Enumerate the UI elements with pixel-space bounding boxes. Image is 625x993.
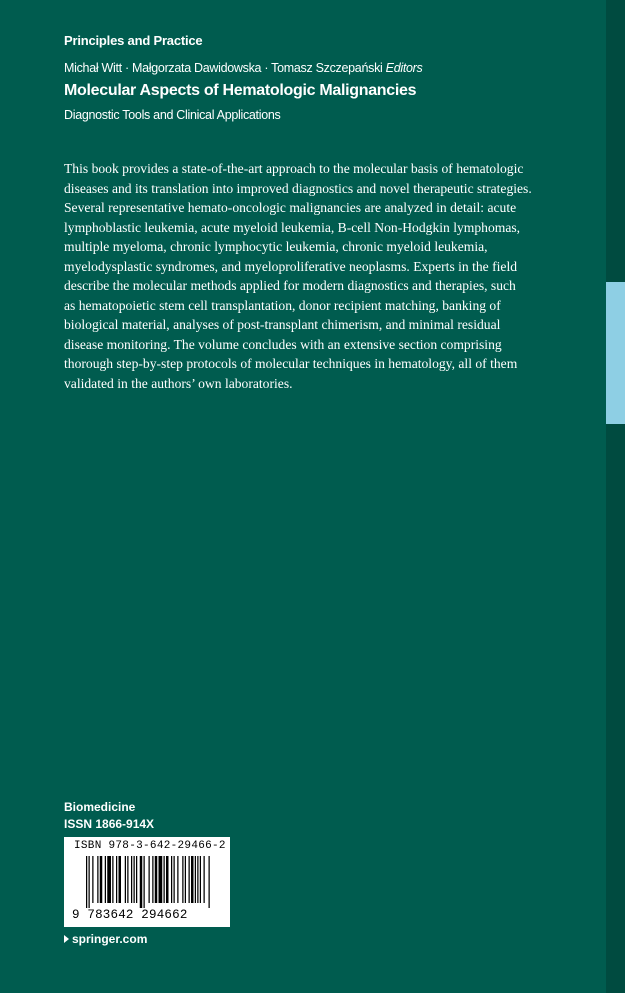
barcode-bar [164, 856, 165, 903]
editor-names: Michał Witt · Małgorzata Dawidowska · Tomasz Szczepański [64, 61, 386, 75]
isbn-label: ISBN 978-3-642-29466-2 [74, 840, 226, 852]
editors-role: Editors [385, 61, 423, 75]
barcode-bar [171, 856, 172, 903]
issn-number: ISSN 1866-914X [64, 817, 155, 831]
barcode-bar [112, 856, 113, 903]
barcode-bar [174, 856, 175, 903]
barcode-bar [177, 856, 178, 903]
barcode-bar [200, 856, 201, 903]
barcode-bar [140, 856, 143, 908]
spine-color-tab [606, 282, 625, 424]
description-line: Several representative hemato-oncologic malignancies are analyzed in detail: acute [64, 200, 517, 215]
description-line: validated in the authors’ own laboratories. [64, 375, 293, 391]
barcode-bars [86, 856, 211, 908]
publisher-link[interactable] [64, 932, 147, 946]
barcode-bar [144, 856, 145, 908]
barcode-bar [197, 856, 198, 903]
barcode-bar [136, 856, 137, 903]
book-description [64, 159, 554, 393]
barcode-bar [107, 856, 111, 903]
barcode-bar [159, 856, 163, 903]
barcode-bar [189, 856, 190, 903]
barcode-bar [89, 856, 90, 908]
description-line: thorough step-by-step protocols of molecular techniques in hematology, all of them [64, 356, 518, 371]
barcode-bar [127, 856, 128, 903]
barcode-bar [182, 856, 183, 903]
description-line: disease monitoring. The volume concludes with an extensive section comprising [64, 336, 502, 352]
barcode-bar [152, 856, 153, 903]
spine-strip [606, 0, 625, 993]
series-name: Principles and Practice [64, 33, 203, 48]
barcode-bar [105, 856, 106, 903]
barcode-bar [125, 856, 126, 903]
barcode-bar [100, 856, 103, 903]
barcode-bar [209, 856, 210, 908]
barcode-bar [97, 856, 98, 903]
barcode-bar [204, 856, 205, 903]
barcode-bar [86, 856, 87, 908]
editors-line [64, 61, 422, 75]
barcode-bar [155, 856, 158, 903]
barcode-bar [195, 856, 196, 903]
description-line: myelodysplastic syndromes, and myeloproliferative neoplasms. Experts in the field [64, 258, 518, 274]
description-line: biological material, analyses of post-transplant chimerism, and minimal residual [64, 317, 501, 332]
subject-category: Biomedicine [64, 800, 136, 814]
barcode-digits: 9 783642 294662 [72, 908, 188, 922]
description-line: lymphoblastic leukemia, acute myeloid leukemia, B-cell Non-Hodgkin lymphomas, [64, 219, 521, 235]
barcode-bar [119, 856, 122, 903]
description-line: multiple myeloma, chronic lymphocytic leukemia, chronic myeloid leukemia, [64, 239, 488, 254]
barcode-bar [149, 856, 150, 903]
barcode-bar [116, 856, 117, 903]
publisher-url: springer.com [72, 932, 148, 946]
description-line: diseases and its translation into improved diagnostics and novel therapeutic strategies. [64, 180, 532, 196]
description-line: as hematopoietic stem cell transplantation, donor recipient matching, banking of [64, 297, 501, 313]
description-line: This book provides a state-of-the-art approach to the molecular basis of hematologic [64, 161, 524, 176]
description-line: describe the molecular methods applied for modern diagnostics and therapies, such [64, 278, 516, 293]
barcode-bar [134, 856, 135, 903]
book-subtitle: Diagnostic Tools and Clinical Applications [64, 108, 281, 122]
isbn-barcode [64, 837, 230, 927]
barcode-bar [185, 856, 186, 903]
book-title: Molecular Aspects of Hematologic Malignancies [64, 82, 417, 99]
barcode-bar [131, 856, 132, 903]
barcode-bar [191, 856, 194, 903]
barcode-bar [166, 856, 169, 903]
barcode-bar [92, 856, 93, 903]
arrow-right-icon [64, 935, 69, 943]
